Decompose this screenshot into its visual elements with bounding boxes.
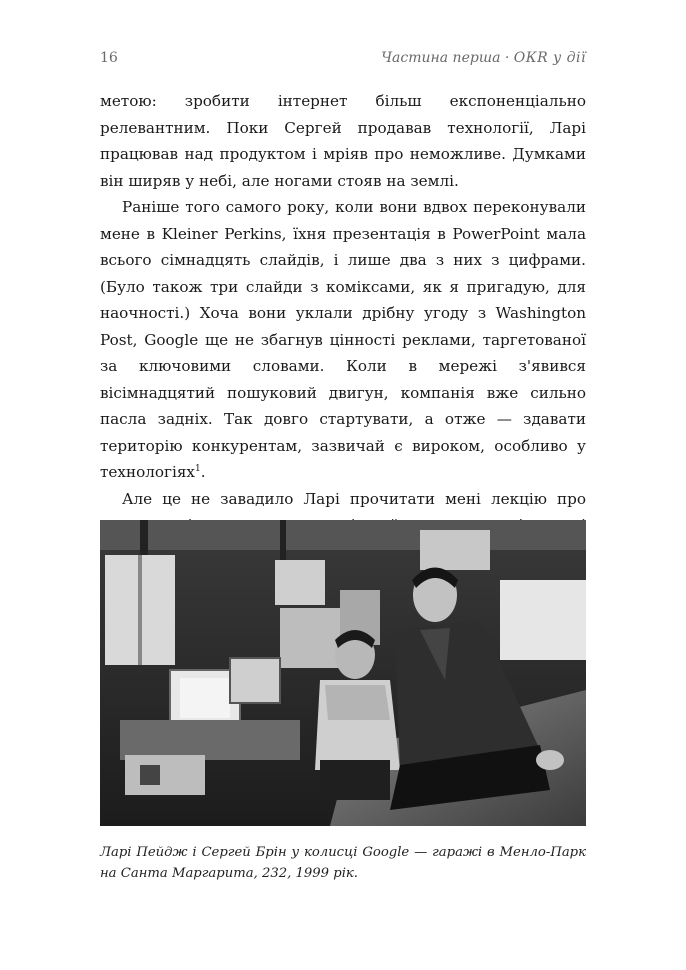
garage-photo <box>100 520 586 826</box>
photo-caption: Ларі Пейдж і Сергей Брін у колисці Google — гаражі в Менло-Парк на Санта Маргарита, 232, 1999 рік. <box>100 845 586 881</box>
paragraph-1 <box>100 88 586 194</box>
paragraph-1-text: метою: зробити інтернет більш експоненціально релевантним. Поки Сергей продавав технології, Ларі працював над продуктом і мріяв про неможливе. Думками він ширяв у небі, але ногами стояв на землі. <box>100 92 586 190</box>
paragraph-2-text: Раніше того самого року, коли вони вдвох переконували мене в Kleiner Perkins, їхня презентація в PowerPoint мала всього сімнадцять слайдів, і лише два з них з цифрами. (Було також три слайди з коміксами, як я пригадую, для наочності.) Хоча вони уклали дрібну угоду з Washington Post, Google ще не збагнув цінності реклами, таргетованої за ключовими словами. Коли в мережі з'явився вісімнадцятий пошуковий двигун, компанія вже сильно пасла задніх. Так довго стартувати, а отже — здавати територію конкурентам, зазвичай є вироком, особливо у технологіях <box>100 198 586 481</box>
footnote-marker[interactable]: 1 <box>194 463 201 474</box>
paragraph-3-text: Але це не завадило Ларі прочитати мені лекцію про <box>122 489 586 508</box>
garage-photo-illustration <box>100 520 586 826</box>
running-separator: · <box>500 50 514 66</box>
running-subtitle: ОКR у дії <box>513 50 586 66</box>
running-head <box>381 50 586 66</box>
page-number: 16 <box>100 50 118 66</box>
page-header <box>100 50 586 72</box>
running-title: Частина перша <box>381 50 501 66</box>
paragraph-2: Раніше того самого року, коли вони вдвох переконували мене в Kleiner Perkins, їхня презентація в PowerPoint мала всього сімнадцять слайдів, і лише два з них з цифрами. (Було також три слайди з коміксами, як я пригадую, для наочності.) Хоча вони уклали дрібну угоду з Washington Post, Google ще не збагнув цінності реклами, таргетованої за ключовими словами. Коли в мережі з'явився вісімнадцятий пошуковий двигун, компанія вже сильно пасла задніх. Так довго стартувати, а отже — здавати територію конкурентам, зазвичай є вироком, особливо у технологіях$^1$. <box>100 198 586 481</box>
